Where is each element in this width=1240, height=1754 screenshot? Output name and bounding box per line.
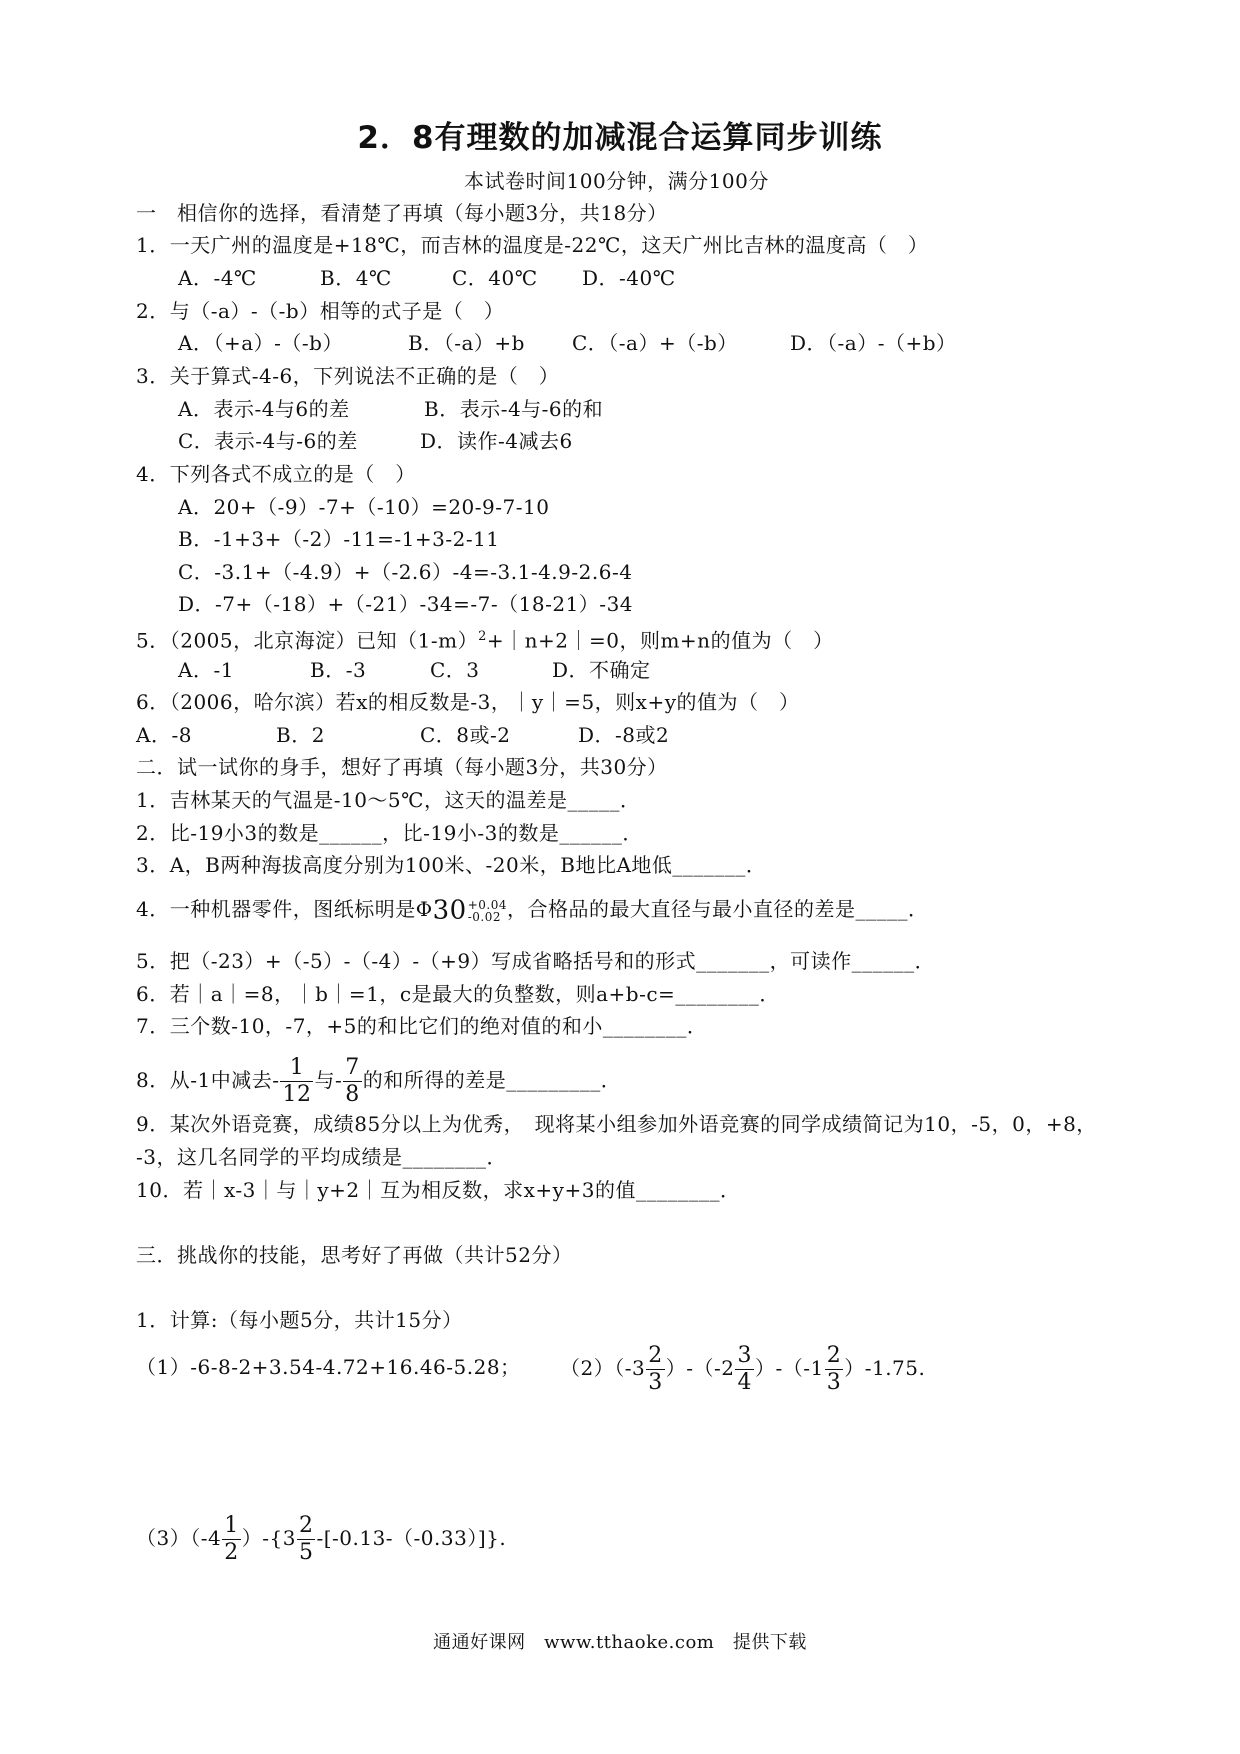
calculation-3-part-a: （3）（-4 [136, 1526, 222, 1550]
question-2-3: 3．A，B两种海拔高度分别为100米、-20米，B地比A地低_______． [136, 853, 767, 877]
fraction [825, 1345, 844, 1394]
question-2-7: 7．三个数-10，-7，+5的和比它们的绝对值的和小________． [136, 1014, 708, 1038]
question-1-5-part-a: 5．（2005，北京海淀）已知（1-m） [136, 628, 479, 653]
calculation-heading: 1．计算:（每小题5分，共计15分） [136, 1308, 463, 1332]
fraction [222, 1515, 241, 1564]
calculation-2-part-d: ）-1.75. [844, 1356, 926, 1380]
denominator: 2 [224, 1540, 239, 1565]
option-1-2-b: B．（-a）+b [408, 331, 525, 355]
numerator: 7 [345, 1055, 360, 1080]
question-2-4-part-a: 4．一种机器零件，图纸标明是Φ [136, 897, 433, 921]
calculation-1: （1）-6-8-2+3.54-4.72+16.46-5.28； [136, 1355, 521, 1379]
denominator: 3 [648, 1370, 663, 1395]
option-1-1-c: C．40℃ [452, 266, 538, 290]
option-1-2-a: A．（+a）-（-b） [178, 331, 343, 355]
fraction [297, 1515, 316, 1564]
denominator: 5 [298, 1540, 314, 1565]
option-1-2-c: C．（-a）+（-b） [572, 331, 738, 355]
option-1-6-c: C．8或-2 [420, 723, 511, 747]
question-2-8-mid: 与- [314, 1068, 343, 1092]
calculation-2-part-a: （2）（-3 [560, 1356, 646, 1380]
calculation-3-part-c: -[-0.13-（-0.33）]}. [316, 1526, 507, 1550]
calculation-2-part-b: ）-（-2 [665, 1356, 735, 1380]
question-2-4 [136, 896, 929, 924]
denominator: 12 [282, 1082, 312, 1107]
option-1-5-c: C．3 [430, 658, 480, 682]
option-1-1-d: D．-40℃ [582, 266, 676, 290]
denominator: 8 [345, 1082, 360, 1107]
question-2-10: 10．若｜x-3｜与｜y+2｜互为相反数，求x+y+3的值________． [136, 1178, 741, 1202]
numerator: 2 [648, 1343, 663, 1368]
calculation-3 [136, 1508, 506, 1568]
question-2-9-line-1: 9．某次外语竞赛，成绩85分以上为优秀， 现将某小组参加外语竞赛的同学成绩简记为10，-5，0，+8， [136, 1112, 1097, 1136]
denominator: 4 [737, 1370, 752, 1395]
option-1-1-b: B．4℃ [320, 266, 392, 290]
calculation-2 [560, 1338, 925, 1398]
exam-info: 本试卷时间100分钟，满分100分 [464, 169, 769, 193]
section-2-heading: 二．试一试你的身手，想好了再填（每小题3分，共30分） [136, 755, 668, 779]
question-2-4-part-b: ，合格品的最大直径与最小直径的差是_____． [507, 897, 929, 921]
question-2-8 [136, 1050, 621, 1110]
denominator: 3 [826, 1370, 842, 1395]
option-1-3-d: D．读作-4减去6 [420, 429, 573, 453]
tolerance-lower: -0.02 [467, 909, 501, 924]
fraction [646, 1345, 665, 1394]
question-1-2: 2．与（-a）-（-b）相等的式子是（ ） [136, 299, 505, 323]
question-2-1: 1．吉林某天的气温是-10～5℃，这天的温差是_____． [136, 788, 641, 812]
question-2-9-line-2: -3，这几名同学的平均成绩是________． [136, 1145, 507, 1169]
option-1-2-d: D．（-a）-（+b） [790, 331, 957, 355]
fraction [343, 1057, 362, 1106]
numerator: 1 [280, 1057, 313, 1082]
option-1-4-a: A．20+（-9）-7+（-10）=20-9-7-10 [178, 495, 550, 519]
option-1-4-c: C．-3.1+（-4.9）+（-2.6）-4=-3.1-4.9-2.6-4 [178, 560, 633, 584]
option-1-5-a: A．-1 [178, 658, 234, 682]
section-1-heading: 一 相信你的选择，看清楚了再填（每小题3分，共18分） [136, 201, 668, 225]
numerator: 2 [298, 1513, 314, 1538]
option-1-3-b: B．表示-4与-6的和 [424, 397, 604, 421]
option-1-1-a: A．-4℃ [178, 266, 257, 290]
diameter-value: 30 [432, 895, 467, 926]
tolerance-upper: +0.04 [467, 897, 507, 912]
option-1-6-d: D．-8或2 [578, 723, 670, 747]
question-1-4: 4．下列各式不成立的是（ ） [136, 462, 416, 486]
option-1-3-a: A．表示-4与6的差 [178, 397, 350, 421]
question-1-5-part-b: +｜n+2｜=0，则m+n的值为（ ） [486, 628, 834, 653]
question-2-5: 5．把（-23）+（-5）-（-4）-（+9）写成省略括号和的形式_______，可读作______． [136, 949, 936, 973]
tolerance [468, 899, 507, 923]
question-2-2: 2．比-19小3的数是______，比-19小-3的数是______． [136, 821, 643, 845]
option-1-6-a: A．-8 [136, 723, 192, 747]
calculation-3-part-b: ）-{3 [241, 1526, 296, 1550]
option-1-3-c: C．表示-4与-6的差 [178, 429, 358, 453]
footer-source: 通通好课网 www.tthaoke.com 提供下载 [433, 1632, 807, 1653]
numerator: 1 [224, 1513, 239, 1538]
section-3-heading: 三．挑战你的技能，思考好了再做（共计52分） [136, 1243, 573, 1267]
calculation-2-part-c: ）-（-1 [754, 1356, 824, 1380]
page-title: 2．8有理数的加减混合运算同步训练 [357, 120, 883, 156]
fraction [280, 1057, 313, 1106]
option-1-4-b: B．-1+3+（-2）-11=-1+3-2-11 [178, 527, 500, 551]
numerator: 3 [737, 1343, 752, 1368]
option-1-5-d: D．不确定 [552, 658, 651, 682]
option-1-4-d: D．-7+（-18）+（-21）-34=-7-（18-21）-34 [178, 592, 634, 616]
question-1-5 [136, 624, 834, 654]
question-2-8-part-a: 8．从-1中减去- [136, 1068, 280, 1092]
numerator: 2 [826, 1343, 842, 1368]
question-2-8-part-b: 的和所得的差是_________． [362, 1068, 622, 1092]
question-1-1: 1．一天广州的温度是+18℃，而吉林的温度是-22℃，这天广州比吉林的温度高（ ） [136, 233, 929, 257]
question-2-6: 6．若｜a｜=8，｜b｜=1，c是最大的负整数，则a+b-c=________． [136, 982, 780, 1006]
exponent: 2 [478, 629, 487, 644]
option-1-6-b: B．2 [276, 723, 325, 747]
option-1-5-b: B．-3 [310, 658, 367, 682]
fraction [735, 1345, 754, 1394]
question-1-6: 6．（2006，哈尔滨）若x的相反数是-3，｜y｜=5，则x+y的值为（ ） [136, 690, 800, 714]
question-1-3: 3．关于算式-4-6，下列说法不正确的是（ ） [136, 364, 560, 388]
